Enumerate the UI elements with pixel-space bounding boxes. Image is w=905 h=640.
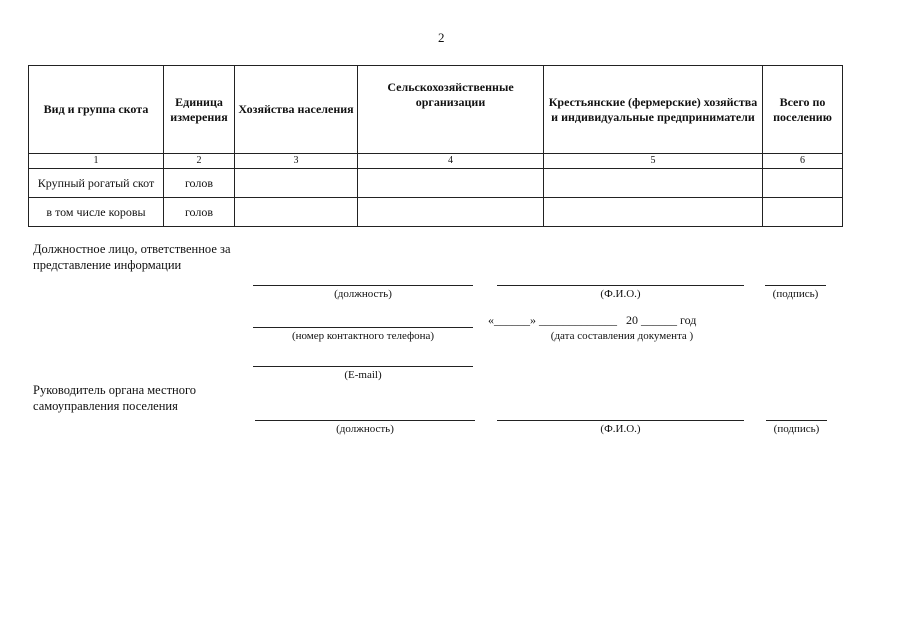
official-phone-caption: (номер контактного телефона) (291, 330, 435, 342)
table-row (29, 198, 843, 227)
page-number: 2 (438, 30, 445, 45)
cell-households[interactable] (235, 198, 358, 227)
date-year-word: год (680, 313, 697, 327)
official-email-caption: (E-mail) (344, 369, 382, 381)
head-signature-caption: (подпись) (773, 423, 820, 435)
date-open-quote: « (488, 313, 494, 327)
cell-agri-orgs[interactable] (358, 169, 544, 198)
head-name-caption: (Ф.И.О.) (600, 423, 641, 435)
official-name-caption: (Ф.И.О.) (600, 288, 641, 300)
column-number: 2 (164, 154, 235, 169)
date-field[interactable] (488, 313, 696, 328)
head-label: Руководитель органа местного самоуправления поселения (33, 383, 197, 413)
header-farms: Крестьянские (фермерские) хозяйства и индивидуальные предприниматели (544, 66, 763, 154)
date-year-prefix: 20 (626, 313, 638, 327)
row-kind: Крупный рогатый скот (29, 169, 164, 198)
column-number: 6 (763, 154, 843, 169)
official-email-line[interactable] (253, 366, 473, 367)
table-row (29, 169, 843, 198)
row-unit: голов (164, 198, 235, 227)
header-agri-orgs: Сельскохозяйственные организации (358, 66, 544, 154)
column-number: 3 (235, 154, 358, 169)
official-label: Должностное лицо, ответственное за представление информации (33, 242, 231, 272)
cell-total[interactable] (763, 198, 843, 227)
head-name-line[interactable] (497, 420, 744, 421)
livestock-table (28, 65, 843, 227)
row-kind: в том числе коровы (29, 198, 164, 227)
header-unit: Единица измерения (164, 66, 235, 154)
head-position-line[interactable] (255, 420, 475, 421)
column-number: 4 (358, 154, 544, 169)
date-month-blank: _____________ (539, 313, 617, 327)
official-position-caption: (должность) (334, 288, 392, 300)
date-year-blank: ______ (641, 313, 677, 327)
header-kind: Вид и группа скота (29, 66, 164, 154)
official-position-line[interactable] (253, 285, 473, 286)
cell-agri-orgs[interactable] (358, 198, 544, 227)
head-position-caption: (должность) (336, 423, 394, 435)
date-day-blank: ______ (494, 313, 530, 327)
date-caption: (дата составления документа ) (550, 330, 694, 342)
header-total: Всего по поселению (763, 66, 843, 154)
date-close-quote: » (530, 313, 536, 327)
official-signature-caption: (подпись) (772, 288, 819, 300)
header-households: Хозяйства населения (235, 66, 358, 154)
column-number: 5 (544, 154, 763, 169)
official-phone-line[interactable] (253, 327, 473, 328)
official-signature-line[interactable] (765, 285, 826, 286)
cell-total[interactable] (763, 169, 843, 198)
cell-farms[interactable] (544, 169, 763, 198)
cell-households[interactable] (235, 169, 358, 198)
head-signature-line[interactable] (766, 420, 827, 421)
row-unit: голов (164, 169, 235, 198)
official-name-line[interactable] (497, 285, 744, 286)
column-number: 1 (29, 154, 164, 169)
cell-farms[interactable] (544, 198, 763, 227)
